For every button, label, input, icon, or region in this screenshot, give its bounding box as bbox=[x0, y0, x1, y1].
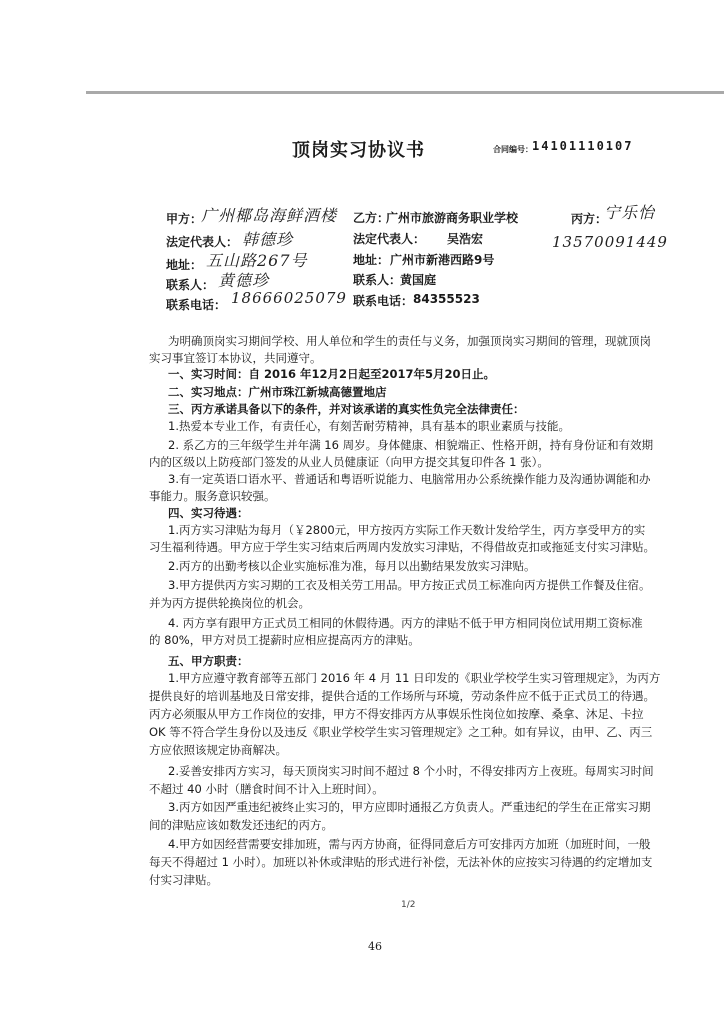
body-line: 2.妥善安排丙方实习，每天顶岗实习时间不超过 8 个小时，不得安排丙方上夜班。每周实习时间 bbox=[168, 764, 654, 778]
party-b-contact-value: 黄国庭 bbox=[400, 273, 437, 287]
party-a-contact-value: 黄德珍 bbox=[218, 271, 270, 290]
body-line: 每天不得超过 1 小时）。加班以补休或津贴的形式进行补偿，无法补休的应按实习待遇的约定增加支 bbox=[149, 855, 653, 869]
body-line: OK 等不符合学生身份以及违反《职业学校学生实习管理规定》之工种。如有异议，由甲、乙、丙三 bbox=[149, 725, 653, 739]
party-b-phone-label: 联系电话： bbox=[353, 294, 414, 308]
party-a-label: 甲方： bbox=[166, 212, 203, 226]
body-line: 4. 丙方享有跟甲方正式员工相同的休假待遇。丙方的津贴不低于甲方相同岗位试用期工资标准 bbox=[168, 616, 643, 630]
party-c-phone: 13570091449 bbox=[552, 233, 668, 251]
body-line: 4.甲方如因经营需要安排加班，需与丙方协商，征得同意后方可安排丙方加班（加班时间，一般 bbox=[168, 837, 651, 851]
body-line: 并为丙方提供轮换岗位的机会。 bbox=[149, 596, 310, 610]
body-line: 的 80%，甲方对员工提薪时应相应提高丙方的津贴。 bbox=[149, 633, 420, 647]
party-b-label: 乙方： bbox=[353, 211, 390, 225]
party-b-name: 广州市旅游商务职业学校 bbox=[386, 211, 519, 225]
body-line: 内的区级以上防疫部门签发的从业人员健康证（向甲方提交其复印件各 1 张）。 bbox=[149, 455, 549, 469]
party-a-contact-label: 联系人： bbox=[166, 278, 215, 292]
party-a-name: 广州椰岛海鲜酒楼 bbox=[201, 206, 338, 225]
section-heading: 二、实习地点：广州市珠江新城高德置地店 bbox=[168, 385, 387, 399]
party-a-address-value: 五山路267号 bbox=[206, 251, 308, 270]
body-line: 3.甲方提供丙方实习期的工衣及相关劳工用品。甲方按正式员工标准向丙方提供工作餐及住宿。 bbox=[168, 578, 651, 592]
party-a-address-label: 地址： bbox=[166, 258, 203, 272]
body-line: 间的津贴应该如数发还违纪的丙方。 bbox=[149, 818, 333, 832]
party-a-rep-value: 韩德珍 bbox=[242, 230, 294, 249]
section-heading: 三、丙方承诺具备以下的条件，并对该承诺的真实性负完全法律责任： bbox=[168, 402, 525, 416]
contract-number-value: 14101110107 bbox=[532, 139, 634, 153]
party-b-address-value: 广州市新港西路9号 bbox=[390, 253, 495, 267]
body-line: 为明确顶岗实习期间学校、用人单位和学生的责任与义务，加强顶岗实习期间的管理，现就顶岗 bbox=[168, 334, 651, 348]
party-b-phone-value: 84355523 bbox=[413, 292, 480, 306]
party-b-address-label: 地址： bbox=[353, 253, 390, 267]
scan-top-rule bbox=[86, 91, 724, 94]
party-c-label: 丙方： bbox=[571, 212, 608, 226]
page-mark: 1/2 bbox=[401, 900, 416, 910]
body-line: 2.丙方的出勤考核以企业实施标准为准，每月以出勤结果发放实习津贴。 bbox=[168, 559, 536, 573]
contract-number-label: 合同编号： bbox=[493, 145, 533, 154]
body-line: 习生福利待遇。甲方应于学生实习结束后两周内发放实习津贴，不得借故克扣或拖延支付实习津贴。 bbox=[149, 540, 655, 554]
body-line: 1.热爱本专业工作，有责任心，有刻苦耐劳精神，具有基本的职业素质与技能。 bbox=[168, 419, 570, 433]
section-heading: 五、甲方职责： bbox=[168, 654, 249, 668]
body-line: 丙方必须服从甲方工作岗位的安排，甲方不得安排丙方从事娱乐性岗位如按摩、桑拿、沐足、卡拉 bbox=[149, 707, 644, 721]
document-title: 顶岗实习协议书 bbox=[292, 140, 425, 161]
body-line: 实习事宜签订本协议，共同遵守。 bbox=[149, 351, 322, 365]
party-a-rep-label: 法定代表人： bbox=[166, 235, 239, 249]
body-line: 3.丙方如因严重违纪被终止实习的，甲方应即时通报乙方负责人。严重违纪的学生在正常实习期 bbox=[168, 800, 651, 814]
body-line: 3.有一定英语口语水平、普通话和粤语听说能力、电脑常用办公系统操作能力及沟通协调能和办 bbox=[168, 472, 651, 486]
body-line: 不超过 40 小时（膳食时间不计入上班时间）。 bbox=[149, 782, 384, 796]
body-line: 1.丙方实习津贴为每月（￥2800元，甲方按丙方实际工作天数计发给学生，丙方享受甲方的实 bbox=[168, 523, 646, 537]
party-a-phone-value: 18666025079 bbox=[231, 289, 347, 307]
party-b-rep-value: 吴浩宏 bbox=[447, 232, 484, 246]
section-heading: 四、实习待遇： bbox=[168, 506, 249, 520]
party-c-name: 宁乐怡 bbox=[604, 203, 656, 222]
body-line: 方应依照该规定协商解决。 bbox=[149, 743, 287, 757]
section-heading: 一、实习时间：自 2016 年12月2日起至2017年5月20日止。 bbox=[168, 367, 496, 381]
body-line: 提供良好的培训基地及日常安排，提供合适的工作场所与环境，劳动条件应不低于正式员工的待遇。 bbox=[149, 689, 655, 703]
body-line: 付实习津贴。 bbox=[149, 873, 218, 887]
page-number: 46 bbox=[368, 940, 382, 953]
party-a-phone-label: 联系电话： bbox=[166, 298, 227, 312]
body-line: 事能力。服务意识较强。 bbox=[149, 489, 276, 503]
party-b-contact-label: 联系人： bbox=[353, 273, 402, 287]
party-b-rep-label: 法定代表人： bbox=[353, 232, 426, 246]
body-line: 2. 系乙方的三年级学生并年满 16 周岁。身体健康、相貌端正、性格开朗，持有身份证和有效期 bbox=[168, 438, 654, 452]
body-line: 1.甲方应遵守教育部等五部门 2016 年 4 月 11 日印发的《职业学校学生实习管理规定》，为丙方 bbox=[168, 671, 661, 685]
